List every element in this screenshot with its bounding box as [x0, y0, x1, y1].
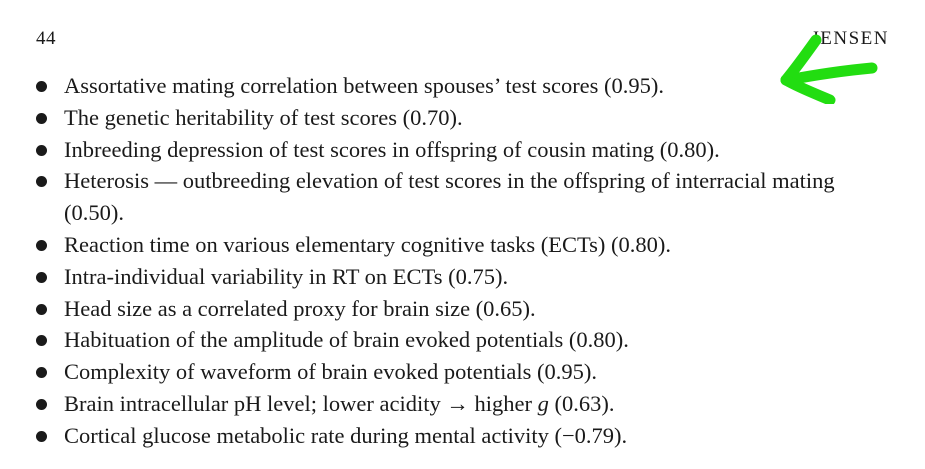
bullet-icon [36, 145, 47, 156]
list-item [36, 102, 896, 134]
bullet-icon [36, 367, 47, 378]
bullet-icon [36, 240, 47, 251]
list-item [36, 261, 896, 293]
list-item [36, 293, 896, 325]
list-item-text: Assortative mating correlation between spouses’ test scores (0.95). [64, 73, 665, 98]
list-item-text: Intra-individual variability in RT on ECTs (0.75). [64, 263, 509, 289]
page-number: 44 [36, 28, 56, 49]
list-item [36, 356, 896, 388]
list-item-text: Reaction time on various elementary cognitive tasks (ECTs) (0.80). [64, 231, 672, 257]
list-item [36, 388, 896, 420]
list-item [36, 165, 896, 229]
list-item [36, 324, 896, 356]
bullet-icon [36, 304, 47, 315]
list-item [36, 134, 896, 166]
list-item [36, 420, 896, 452]
list-item-text: The genetic heritability of test scores (0.70). [64, 104, 463, 130]
bullet-icon [36, 176, 47, 187]
list-item-text: Heterosis — outbreeding elevation of test scores in the offspring of interracial mating (0.50). [64, 168, 835, 226]
list-item [36, 70, 896, 102]
list-item-text-start: Brain intracellular pH level; lower acidity → higher [64, 390, 538, 416]
bullet-list [36, 70, 896, 452]
list-item-text: Complexity of waveform of brain evoked potentials (0.95). [64, 359, 597, 385]
list-item-text: Cortical glucose metabolic rate during mental activity (−0.79). [64, 422, 628, 448]
bullet-icon [36, 113, 47, 124]
list-item-text [64, 388, 896, 420]
bullet-icon [36, 431, 47, 442]
bullet-icon [36, 335, 47, 346]
list-item-text: Inbreeding depression of test scores in offspring of cousin mating (0.80). [64, 136, 720, 162]
bullet-icon [36, 272, 47, 283]
list-item-text: Head size as a correlated proxy for brain size (0.65). [64, 295, 536, 321]
list-item [36, 229, 896, 261]
list-item-text-end: (0.63). [548, 390, 615, 416]
running-head: JENSEN [811, 28, 889, 49]
bullet-icon [36, 399, 47, 410]
g-factor-symbol: g [537, 390, 549, 416]
bullet-icon [36, 81, 47, 92]
list-item-text: Habituation of the amplitude of brain evoked potentials (0.80). [64, 327, 629, 353]
